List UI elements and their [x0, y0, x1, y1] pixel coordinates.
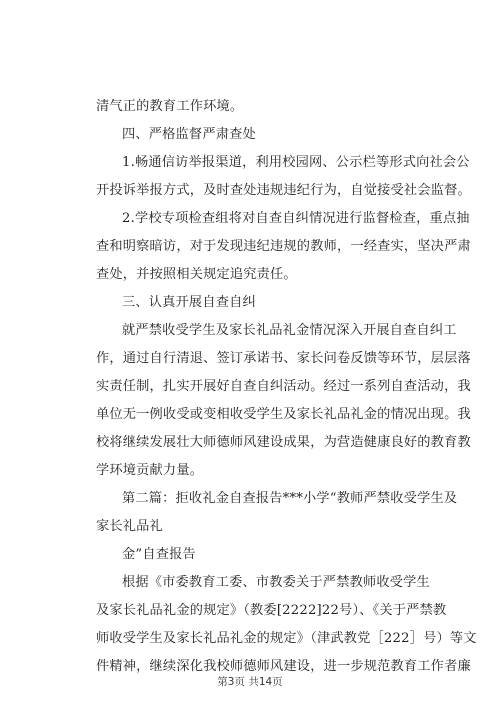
text-line: 学环境贡献力量。	[96, 463, 204, 478]
text-line: 根据《市委教育工委、市教委关于严禁教师收受学生	[122, 575, 430, 590]
text-line: 清气正的教育工作环境。	[96, 99, 244, 114]
text-line: 作，通过自行清退、签订承诺书、家长问卷反馈等环节，层层落	[96, 351, 471, 366]
chapter-title: 第二篇：拒收礼金自查报告***小学“教师严禁收受学生及	[122, 491, 458, 506]
chapter-title: 家长礼品礼	[96, 519, 163, 534]
page-footer: 第3页 共14页	[217, 676, 283, 688]
text-line: 查处，并按照相关规定追究责任。	[96, 267, 297, 282]
text-line: 单位无一例收受或变相收受学生及家长礼品礼金的情况出现。我	[96, 407, 471, 422]
section-heading: 四、严格监督严肃查处	[122, 127, 256, 142]
text-line: 查和明察暗访，对于发现违纪违规的教师，一经查实，坚决严肃	[96, 239, 471, 254]
chapter-title: 金”自查报告	[122, 547, 196, 562]
text-line: 就严禁收受学生及家长礼品礼金情况深入开展自查自纠工	[122, 323, 457, 338]
text-line: 及家长礼品礼金的规定》（教委[2222]22号）、《关于严禁教	[96, 603, 447, 618]
text-line: 实责任制，扎实开展好自查自纠活动。经过一系列自查活动，我	[96, 379, 471, 394]
text-line: 师收受学生及家长礼品礼金的规定》（津武教党［222］号）等文	[96, 631, 477, 646]
text-line: 2.学校专项检查组将对自查自纠情况进行监督检查，重点抽	[122, 211, 470, 226]
text-line: 校将继续发展壮大师德师风建设成果，为营造健康良好的教育教	[96, 435, 471, 450]
text-line: 件精神，继续深化我校师德师风建设，进一步规范教育工作者廉	[96, 659, 471, 674]
text-line: 1.畅通信访举报渠道，利用校园网、公示栏等形式向社会公	[122, 155, 470, 170]
text-line: 开投诉举报方式，及时查处违规违纪行为，自觉接受社会监督。	[96, 183, 471, 198]
section-heading: 三、认真开展自查自纠	[122, 295, 256, 310]
